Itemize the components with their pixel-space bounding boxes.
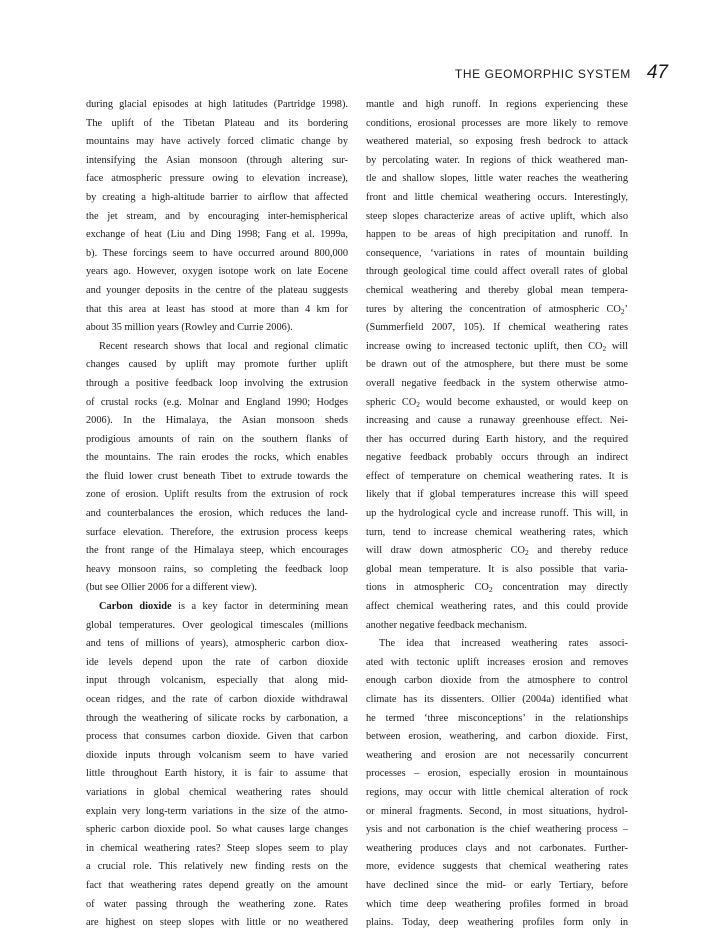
- text-line: [366, 263, 628, 282]
- text-line: [86, 728, 348, 747]
- text-line: [86, 208, 348, 227]
- text-line-content: face atmospheric pressure owing to elevation increase),: [86, 173, 348, 185]
- text-line: [366, 486, 628, 505]
- text-line-content: is a key factor in determining mean: [171, 601, 348, 613]
- text-line: [366, 245, 628, 264]
- text-line: [366, 598, 628, 617]
- text-line: [366, 152, 628, 171]
- text-line: [86, 840, 348, 859]
- text-line: [86, 412, 348, 431]
- left-text-column: [86, 96, 348, 933]
- text-line: [366, 821, 628, 840]
- text-line-content: weathering and erosion are not necessarily concurrent: [366, 749, 628, 761]
- text-line: [86, 356, 348, 375]
- text-line-content: chemical weathering and thereby global mean tempera-: [366, 284, 628, 296]
- text-line-content: affect chemical weathering rates, and this could provide: [366, 601, 628, 613]
- text-line-content: dioxide inputs through volcanism seem to have varied: [86, 749, 348, 761]
- text-line: [86, 635, 348, 654]
- text-line: [366, 431, 628, 450]
- text-line: [86, 133, 348, 152]
- text-line-content: changes caused by uplift may promote further uplift: [86, 359, 348, 371]
- text-line-content: 2006). In the Himalaya, the Asian monsoon sheds: [86, 415, 348, 427]
- text-line-content: explain very long-term variations in the size of the atmo-: [86, 805, 348, 817]
- text-line-content: the mountains. The rain erodes the rocks, which enables: [86, 452, 348, 464]
- text-line-content: and tens of millions of years), atmospheric carbon diox-: [86, 638, 348, 650]
- text-line-content: of water passing through the weathering zone. Rates: [86, 898, 348, 910]
- text-line-content: more, evidence suggests that chemical weathering rates: [366, 861, 628, 873]
- text-line: [366, 133, 628, 152]
- text-line: [366, 635, 628, 654]
- text-line-content: little throughout Earth history, it is fair to assume that: [86, 768, 348, 780]
- text-line-content: which time deep weathering profiles formed in broad: [366, 898, 628, 910]
- text-line: [86, 598, 348, 617]
- text-line: [86, 226, 348, 245]
- text-line: [86, 394, 348, 413]
- text-line: [366, 375, 628, 394]
- text-line-content: by creating a high-altitude barrier to airflow that affected: [86, 191, 348, 203]
- text-line-content: variations in global chemical weathering rates should: [86, 786, 348, 798]
- text-line: [86, 803, 348, 822]
- text-line-content: spheric carbon dioxide pool. So what causes large changes: [86, 824, 348, 836]
- text-line-content: weathered material, so exposing fresh bedrock to attack: [366, 136, 628, 148]
- text-line: [366, 96, 628, 115]
- text-line: [366, 728, 628, 747]
- text-line: [86, 617, 348, 636]
- text-line: [366, 914, 628, 933]
- text-line: [86, 96, 348, 115]
- running-head-title: THE GEOMORPHIC SYSTEM: [454, 67, 631, 81]
- text-line-content: will draw down atmospheric $CO_2$ and thereby reduce: [366, 545, 628, 558]
- text-line-content: (but see Ollier 2006 for a different view).: [86, 582, 257, 594]
- text-line-content: (Summerfield 2007, 105). If chemical weathering rates: [366, 322, 628, 334]
- text-line-content: through the weathering of silicate rocks by carbonation, a: [86, 712, 348, 724]
- text-line-content: overall negative feedback in the system otherwise atmo-: [366, 377, 628, 389]
- text-line: [366, 784, 628, 803]
- text-line: [86, 672, 348, 691]
- text-line: [366, 803, 628, 822]
- text-line: [366, 356, 628, 375]
- text-line-content: and counterbalances the erosion, which reduces the land-: [86, 508, 348, 520]
- text-line: [366, 226, 628, 245]
- text-line-content: effect of temperature on chemical weathering rates. It is: [366, 470, 628, 482]
- text-line: [366, 524, 628, 543]
- text-line: [366, 579, 628, 598]
- text-line-content: or mineral fragments. Second, in most situations, hydrol-: [366, 805, 628, 817]
- text-line-content: during glacial episodes at high latitudes (Partridge 1998).: [86, 99, 348, 110]
- text-line-content: and younger deposits in the centre of the plateau suggests: [86, 284, 348, 296]
- text-line-content: ocean ridges, and the rate of carbon dioxide withdrawal: [86, 694, 348, 705]
- text-line: [366, 319, 628, 338]
- text-line-content: up the hydrological cycle and increase runoff. This will, in: [366, 508, 628, 520]
- text-line: [366, 338, 628, 357]
- text-line: [366, 505, 628, 524]
- text-line-content: through a positive feedback loop involving the extrusion: [86, 377, 348, 389]
- text-line: [86, 914, 348, 933]
- text-line: [86, 654, 348, 673]
- text-line-content: b). These forcings seem to have occurred around 800,000: [86, 247, 348, 259]
- text-line-content: mantle and high runoff. In regions experiencing these: [366, 99, 628, 110]
- text-line: [366, 877, 628, 896]
- text-line-content: another negative feedback mechanism.: [366, 619, 527, 631]
- text-line: [366, 858, 628, 877]
- text-line: [86, 877, 348, 896]
- text-line: [86, 765, 348, 784]
- text-line-content: ide levels depend upon the rate of carbon dioxide: [86, 656, 348, 668]
- text-line: [366, 189, 628, 208]
- text-line-content: increase owing to increased tectonic uplift, then $CO_2$ will: [366, 340, 628, 353]
- text-line-content: global mean temperature. It is also possible that varia-: [366, 563, 628, 575]
- text-line: [366, 617, 628, 636]
- text-line-content: about 35 million years (Rowley and Currie 2006).: [86, 322, 293, 334]
- page-number: 47: [646, 62, 668, 83]
- text-line: [366, 412, 628, 431]
- text-line: [86, 245, 348, 264]
- text-line: [366, 394, 628, 413]
- text-line-content: increasing and cause a runaway greenhouse effect. Nei-: [366, 415, 628, 427]
- text-line-content: fact that weathering rates depend greatly on the amount: [86, 879, 348, 891]
- text-line: [86, 486, 348, 505]
- text-line: [86, 784, 348, 803]
- text-line: [86, 170, 348, 189]
- text-line: [86, 691, 348, 710]
- text-line-content: are highest on steep slopes with little or no weathered: [86, 917, 348, 929]
- text-line-content: negative feedback probably occurs through an indirect: [366, 452, 628, 464]
- text-line-content: he termed ‘three misconceptions’ in the relationships: [366, 712, 628, 724]
- text-line-content: spheric $CO_2$ would become exhausted, or would keep on: [366, 396, 628, 409]
- text-line-content: be drawn out of the atmosphere, but there must be some: [366, 359, 628, 371]
- text-line-content: enough carbon dioxide from the atmosphere to control: [366, 675, 628, 687]
- text-line: [86, 561, 348, 580]
- text-line: [86, 115, 348, 134]
- text-line-content: in chemical weathering rates? Steep slopes seem to play: [86, 842, 348, 854]
- text-line-content: of crustal rocks (e.g. Molnar and England 1990; Hodges: [86, 396, 348, 408]
- text-line: [86, 263, 348, 282]
- text-line: [86, 896, 348, 915]
- text-line-content: plains. Today, deep weathering profiles form only in: [366, 917, 628, 929]
- right-text-column: [366, 96, 628, 933]
- text-line-content: happen to be areas of high precipitation and runoff. In: [366, 229, 628, 241]
- text-line: [366, 561, 628, 580]
- text-line: [366, 208, 628, 227]
- text-line: [366, 840, 628, 859]
- text-line-content: regions, may occur with little chemical alteration of rock: [366, 786, 628, 798]
- text-line-content: a crucial role. This relatively new finding rests on the: [86, 861, 348, 873]
- text-line: [366, 282, 628, 301]
- text-line-content: prodigious amounts of rain on the southern flanks of: [86, 433, 348, 445]
- text-line: [366, 468, 628, 487]
- keyword: Carbon dioxide: [99, 601, 172, 613]
- text-line-content: heavy monsoon rains, so completing the feedback loop: [86, 563, 348, 575]
- text-line: [366, 672, 628, 691]
- text-line: [366, 115, 628, 134]
- running-head: [455, 62, 668, 84]
- text-line: [86, 821, 348, 840]
- text-line-content: turn, tend to increase chemical weathering rates, which: [366, 526, 628, 538]
- text-line-content: years ago. However, oxygen isotope work on late Eocene: [86, 266, 348, 278]
- text-line-content: exchange of heat (Liu and Ding 1998; Fang et al. 1999a,: [86, 229, 348, 241]
- text-line: [86, 282, 348, 301]
- text-line-content: The uplift of the Tibetan Plateau and its bordering: [86, 117, 348, 129]
- text-line-content: consequence, ‘variations in rates of mountain building: [366, 247, 628, 259]
- text-line: [86, 468, 348, 487]
- text-line-content: process that consumes carbon dioxide. Given that carbon: [86, 731, 348, 743]
- text-line-content: the front range of the Himalaya steep, which encourages: [86, 545, 348, 557]
- text-line-content: the fluid lower crust beneath Tibet to extrude towards the: [86, 470, 348, 482]
- text-line-content: mountains may have actively forced climatic change by: [86, 136, 348, 148]
- text-line: [86, 747, 348, 766]
- text-line-content: conditions, erosional processes are more likely to remove: [366, 117, 628, 129]
- text-line: [366, 170, 628, 189]
- text-line: [366, 765, 628, 784]
- text-line-content: the jet stream, and by encouraging inter-hemispherical: [86, 210, 348, 222]
- text-line-content: steep slopes characterize areas of active uplift, which also: [366, 210, 628, 222]
- text-line-content: weathering produces clays and not carbonates. Further-: [366, 842, 628, 854]
- text-line-content: surface elevation. Therefore, the extrusion process keeps: [86, 526, 348, 538]
- text-line: [86, 542, 348, 561]
- text-line-content: tle and shallow slopes, little water reaches the weathering: [366, 173, 628, 185]
- text-line-content: Recent research shows that local and regional climatic: [99, 340, 348, 352]
- text-line: [86, 858, 348, 877]
- text-line-content: climate has its dissenters. Ollier (2004a) identified what: [366, 694, 628, 705]
- text-line: [86, 319, 348, 338]
- text-line: [86, 301, 348, 320]
- text-line-content: zone of erosion. Uplift results from the extrusion of rock: [86, 489, 348, 501]
- text-line: [86, 505, 348, 524]
- text-line: [86, 524, 348, 543]
- text-line-content: likely that if global temperatures increase this will speed: [366, 489, 628, 501]
- text-line-content: by percolating water. In regions of thick weathered man-: [366, 154, 628, 166]
- text-line: [86, 152, 348, 171]
- text-line-content: that this area at least has stood at more than 4 km for: [86, 303, 348, 315]
- text-line: [366, 747, 628, 766]
- text-line: [366, 654, 628, 673]
- text-line-content: ated with tectonic uplift increases erosion and removes: [366, 656, 628, 668]
- text-line: [366, 301, 628, 320]
- text-line-content: input through volcanism, especially that along mid-: [86, 675, 348, 687]
- text-line: [86, 189, 348, 208]
- text-line-content: have declined since the mid- or early Tertiary, before: [366, 879, 628, 891]
- text-line-content: front and little chemical weathering occurs. Interestingly,: [366, 191, 628, 203]
- text-line-content: between erosion, weathering, and carbon dioxide. First,: [366, 731, 628, 743]
- text-line: [366, 691, 628, 710]
- text-line: [86, 710, 348, 729]
- text-line-content: tions in atmospheric $CO_2$ concentration may directly: [366, 582, 628, 595]
- text-line: [86, 338, 348, 357]
- text-line: [366, 542, 628, 561]
- text-line: [366, 896, 628, 915]
- text-line: [86, 449, 348, 468]
- text-line-content: intensifying the Asian monsoon (through altering sur-: [86, 154, 348, 166]
- text-line: [86, 431, 348, 450]
- text-line-content: ther has occurred during Earth history, and the required: [366, 433, 628, 445]
- text-line-content: ysis and not carbonation is the chief weathering process –: [366, 824, 628, 836]
- text-line-content: processes – erosion, especially erosion in mountainous: [366, 768, 628, 780]
- text-line: [86, 375, 348, 394]
- text-line-content: tures by altering the concentration of atmospheric $CO_2$’: [366, 303, 628, 316]
- text-line: [366, 710, 628, 729]
- text-line-content: global temperatures. Over geological timescales (millions: [86, 619, 348, 631]
- text-line-content: The idea that increased weathering rates associ-: [379, 638, 628, 650]
- text-line-content: through geological time could affect overall rates of global: [366, 266, 628, 278]
- text-line: [86, 579, 348, 598]
- text-line: [366, 449, 628, 468]
